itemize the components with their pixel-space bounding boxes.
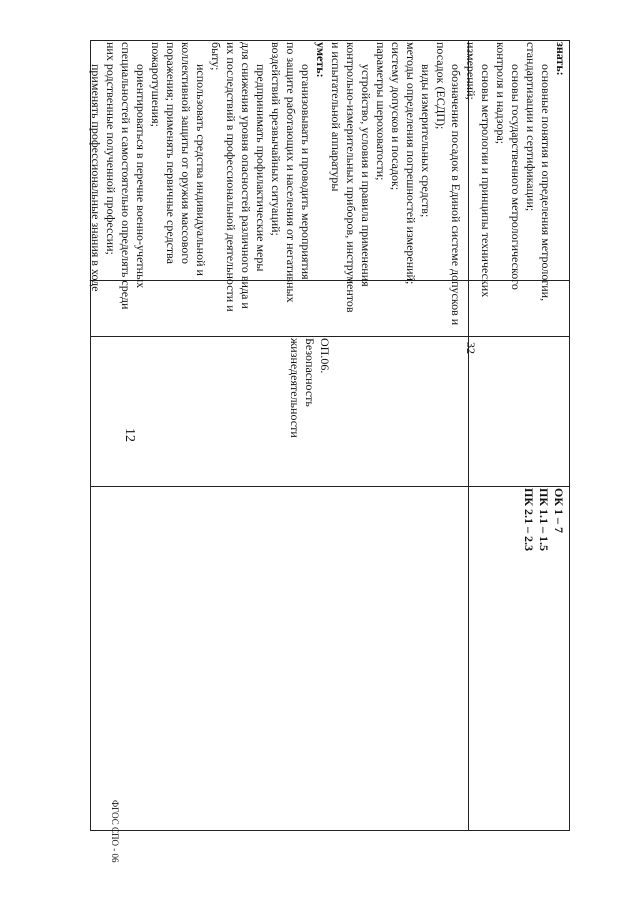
column-divider-2 — [90, 336, 570, 337]
can-line: коллективной защиты от оружия массового — [179, 42, 193, 264]
column-divider-3 — [90, 486, 570, 487]
can-line: специальностей и самостоятельно определять среди — [119, 42, 133, 310]
can-line: пожаротушения; — [149, 42, 163, 127]
know-line: контроля и надзора; — [494, 42, 508, 145]
can-line: поражения; применять первичные средства — [164, 42, 178, 265]
know-line: контрольно-измерительных приборов, инструментов — [344, 42, 358, 313]
rotated-page — [89, 40, 570, 863]
competency-code: ОК 1 – 7 — [552, 488, 566, 534]
requirements-cell — [88, 40, 568, 326]
table-border-top — [569, 40, 570, 830]
know-line: систему допусков и посадок; — [389, 42, 403, 191]
page-number: 12 — [122, 428, 137, 442]
competency-code: ПК 1.1 – 1.5 — [537, 488, 551, 552]
can-line: них родственные полученной профессии; — [104, 42, 118, 255]
know-line: основы метрологии и принципы технических — [479, 64, 493, 298]
know-heading: знать: — [554, 42, 568, 76]
can-line: их последствий в профессиональной деятельности и — [224, 42, 238, 312]
discipline-name-line2: жизнедеятельности — [288, 338, 302, 438]
can-line: для снижения уровня опасностей различного вида и — [239, 42, 253, 309]
discipline-code: ОП.06. — [318, 338, 332, 374]
know-line: стандартизации и сертификации; — [524, 42, 538, 212]
can-line: по защите работающих и населения от негативных — [284, 42, 298, 303]
discipline-name-line1: Безопасность — [303, 338, 317, 407]
table-border-right — [90, 830, 570, 831]
know-line: методы определения погрешностей измерений; — [404, 42, 418, 285]
know-line: устройство, условия и правила применения — [359, 64, 373, 287]
hours-value: 32 — [464, 342, 478, 354]
can-line: ориентироваться в перечне военно-учетных — [134, 64, 148, 289]
footer-label: ФГОС СПО - 06 — [110, 800, 120, 863]
know-line: основные понятия и определения метрологии, — [539, 64, 553, 302]
know-line: и испытательной аппаратуры — [329, 42, 343, 192]
can-line: быту; — [209, 42, 223, 71]
know-line: посадок (ЕСДП); — [434, 42, 448, 130]
competency-code: ПК 2.1 – 2.3 — [522, 488, 536, 552]
competencies-cell — [521, 488, 566, 608]
know-line: виды измерительных средств; — [419, 64, 433, 218]
can-line: воздействий чрезвычайных ситуаций; — [269, 42, 283, 236]
know-line: обозначение посадок в Единой системе допусков и — [449, 64, 463, 326]
can-line: применять профессиональные знания в ходе — [89, 64, 103, 292]
know-line: измерений; — [464, 42, 478, 100]
know-line: параметры шероховатости; — [374, 42, 388, 181]
can-line: организовывать и проводить мероприятия — [299, 64, 313, 280]
column-divider-1 — [90, 280, 570, 281]
know-line: основы государственного метрологического — [509, 64, 523, 290]
can-heading: уметь: — [314, 42, 328, 78]
can-line: использовать средства индивидуальной и — [194, 64, 208, 276]
can-line: предпринимать профилактические меры — [254, 64, 268, 272]
discipline-cell — [287, 338, 332, 478]
